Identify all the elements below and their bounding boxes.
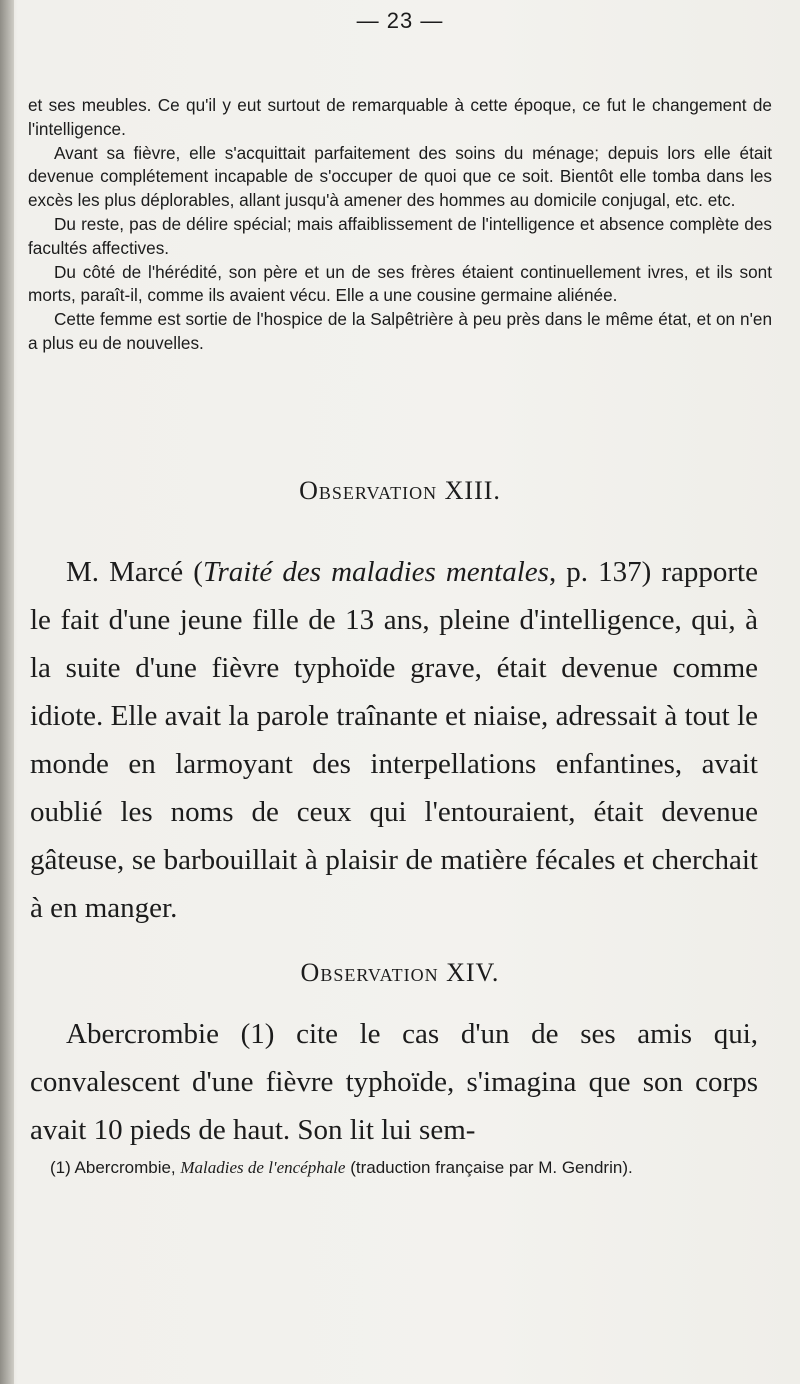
observation-xiii-body — [30, 548, 758, 932]
footnote-text — [36, 1156, 776, 1180]
observation-xiv-body — [30, 1010, 758, 1154]
observation-xiii-text-before: M. Marcé ( — [66, 556, 203, 588]
intro-paragraph-5: Cette femme est sortie de l'hospice de la Salpêtrière à peu près dans le même état, et on n'en a plus eu de nouvelles. — [28, 309, 772, 353]
footnote — [36, 1156, 776, 1180]
observation-xiv-paragraph: Abercrombie (1) cite le cas d'un de ses amis qui, convalescent d'une fièvre typhoïde, s'imagina que son corps avait 10 pieds de haut. Son lit lui sem- — [30, 1018, 758, 1146]
observation-xiii-text-after: , p. 137) rapporte le fait d'une jeune fille de 13 ans, pleine d'intelligence, qui, à la suite d'une fièvre typhoïde grave, était devenue comme idiote. Elle avait la parole traînante et niaise, adressait à tout le monde en larmoyant des interpellations enfantines, avait oublié les noms de ceux qui l'entouraient, était devenue gâteuse, se barbouillait à plaisir de matière fécales et cherchait à en manger. — [30, 556, 758, 924]
observation-xiv-heading: Observation XIV. — [300, 958, 500, 987]
observation-xiii-heading: Observation XIII. — [299, 476, 501, 505]
footnote-before: (1) Abercrombie, — [50, 1158, 181, 1177]
footnote-title: Maladies de l'encéphale — [180, 1158, 346, 1177]
intro-paragraph-2: Avant sa fièvre, elle s'acquittait parfaitement des soins du ménage; depuis lors elle était devenue complétement incapable de s'occuper de quoi que ce soit. Bientôt elle tomba dans les excès les plus déplorables, allant jusqu'à amener des hommes au domicile conjugal, etc. etc. — [28, 142, 772, 211]
page-binding-edge — [0, 0, 14, 1384]
intro-paragraph-3: Du reste, pas de délire spécial; mais affaiblissement de l'intelligence et absence complète des facultés affectives. — [28, 213, 772, 258]
observation-xiii-citation: Traité des maladies mentales — [202, 556, 549, 588]
intro-paragraph-1: et ses meubles. Ce qu'il y eut surtout de remarquable à cette époque, ce fut le changement de l'intelligence. — [28, 95, 772, 139]
footnote-after: (traduction française par M. Gendrin). — [345, 1158, 633, 1177]
case-continuation-text — [28, 94, 772, 356]
intro-paragraph-4: Du côté de l'hérédité, son père et un de ses frères étaient continuellement ivres, et ils sont morts, paraît-il, comme ils avaient vécu. Elle a une cousine germaine aliénée. — [28, 261, 772, 306]
observation-xiii-paragraph — [30, 548, 758, 932]
page-number: — 23 — — [356, 8, 444, 33]
